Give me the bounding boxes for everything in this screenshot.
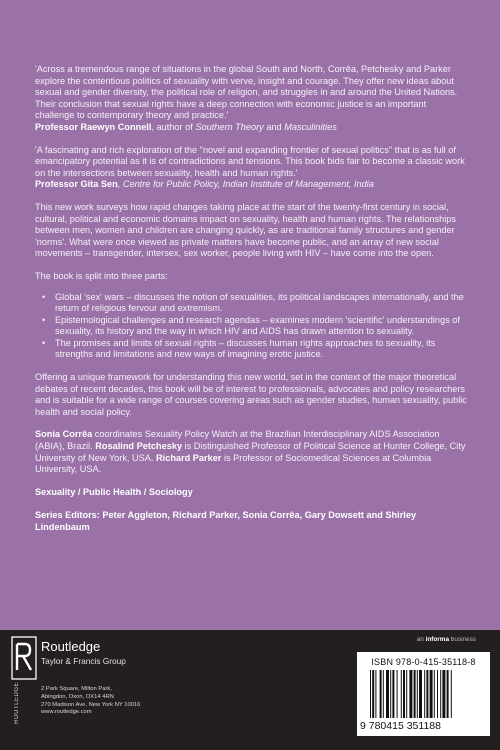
quote-sen: 'A fascinating and rich exploration of the "novel and expanding frontier of sexual politics" that is as full of emancipatory potential as it is of contradictions and tensions. This book bids fair to become a classic work on the intersections between sexuality, health and human rights.' Professor Gita Sen, Centre for Public Policy, Indian Institute of Management, India [35, 144, 465, 190]
quote-author: Professor Raewyn Connell [35, 121, 152, 132]
routledge-vertical-word: ROUTLEDGE [14, 682, 20, 724]
blurb-text [35, 64, 467, 545]
list-item: • The promises and limits of sexual rights – discusses human rights approaches to sexuality, its strengths and limitations and new ways of imagining erotic justice. [55, 338, 467, 361]
framework-paragraph: Offering a unique framework for understanding this new world, set in the context of the major theoretical debates of recent decades, this book will be of interest to professionals, advocates and policy researchers and is suitable for a wide range of courses covering areas such as gender studies, human sexuality, public health and social policy. [35, 372, 467, 417]
parts-intro: The book is split into three parts: [35, 270, 168, 281]
list-item: • Global 'sex' wars – discusses the notion of sexualities, its political landscapes internationally, and the return of religious fervour and extremism. [55, 292, 467, 315]
publisher-footer [0, 630, 500, 750]
routledge-r-icon [11, 636, 37, 680]
description-paragraph: This new work surveys how rapid changes taking place at the start of the twenty-first century in social, cultural, political and economic domains impact on sexuality, health and human rights. The relationships between men, women and children are changing quickly, as are traditional family structures and gender 'norms'. What were once viewed as private matters have become public, and an array of new social movements – transgender, intersex, sex worker, people living with HIV – have come into the open. [35, 201, 456, 259]
series-editors: Series Editors: Peter Aggleton, Richard Parker, Sonia Corrêa, Gary Dowsett and Shirley Lindenbaum [35, 510, 417, 532]
publisher-subtitle: Taylor & Francis Group [41, 656, 126, 666]
barcode-icon [370, 670, 480, 720]
isbn-barcode [357, 652, 490, 736]
isbn-number: ISBN 978-0-415-35118-8 [371, 657, 476, 667]
publisher-name: Routledge [41, 639, 101, 654]
quote-connell: 'Across a tremendous range of situations in the global South and North, Corrêa, Petchesky and Parker explore the contentious politics of sexuality with verve, insight and courage. They offer new ideas about sexual and gender diversity, the political role of religion, and struggles in and around the United Nations. Their conclusion that sexual rights have a deep connection with economic justice is an important challenge to contemporary theory and practice.' Professor Raewyn Connell, author of Southern Theory and Masculinities [35, 64, 458, 132]
quote-author: Professor Gita Sen [35, 179, 118, 190]
list-item: • Epistemological challenges and research agendas – examines modern 'scientific' understandings of sexuality, its history and the way in which HIV and AIDS has drawn attention to sexuality. [55, 315, 467, 338]
quote-text: 'Across a tremendous range of situations in the global South and North, Corrêa, Petchesky and Parker explore the contentious politics of sexuality with verve, insight and courage. They offer new ideas about sexual and gender diversity, the political role of religion, and struggles in and around the United Nations. Their conclusion that sexual rights have a deep connection with economic justice is an important challenge to contemporary theory and practice.' [35, 64, 458, 121]
informa-tagline: an informa business [416, 636, 476, 643]
quote-text: 'A fascinating and rich exploration of the "novel and expanding frontier of sexual politics" that is as full of emancipatory potential as it is of contradictions and tensions. This book bids fair to become a classic work on the intersections between sexuality, health and human rights.' [35, 144, 465, 178]
authors-paragraph: Sonia Corrêa coordinates Sexuality Policy Watch at the Brazilian Interdisciplinary AIDS Association (ABIA), Brazil. Rosalind Petchesky is Distinguished Professor of Political Science at Hunter College, City University of New York, USA. Richard Parker is Professor of Sociomedical Sciences at Columbia University, USA. [35, 429, 466, 475]
publisher-address: 2 Park Square, Milton Park, Abingdon, Oxon, OX14 4RN 270 Madison Ave, New York NY 10016 www.routledge.com [41, 686, 141, 716]
barcode-digits: 9 780415 351188 [360, 720, 441, 732]
parts-list [35, 292, 467, 362]
subject-categories: Sexuality / Public Health / Sociology [35, 486, 193, 497]
